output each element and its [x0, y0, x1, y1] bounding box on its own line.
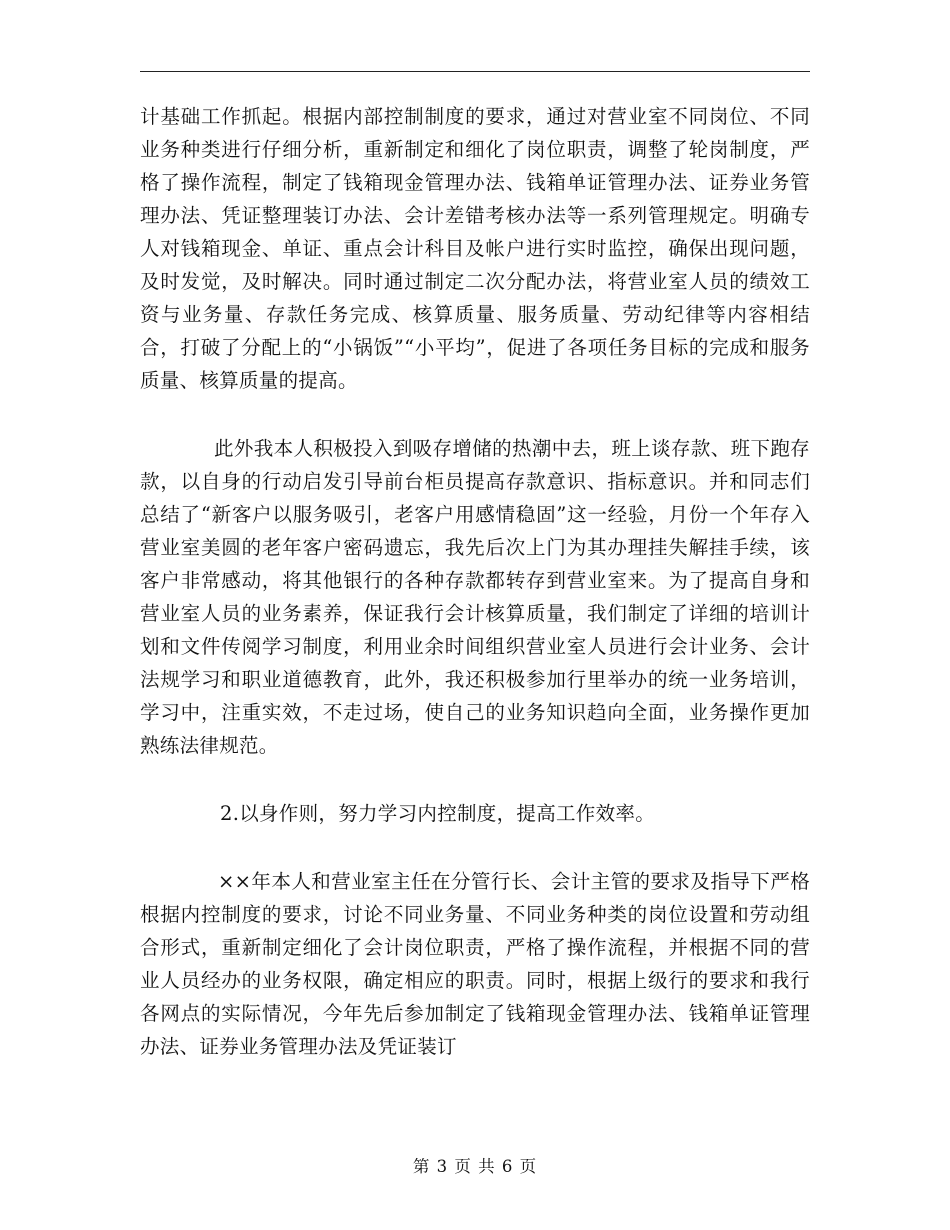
page-number-footer: 第 3 页 共 6 页: [412, 1157, 538, 1176]
document-body: [140, 100, 810, 1063]
header-rule: [140, 71, 810, 72]
paragraph-3: ××年本人和营业室主任在分管行长、会计主管的要求及指导下严格根据内控制度的要求，讨论不同业务量、不同业务种类的岗位设置和劳动组合形式，重新制定细化了会计岗位职责，严格了操作流程，并根据不同的营业人员经办的业务权限，确定相应的职责。同时，根据上级行的要求和我行各网点的实际情况，今年先后参加制定了钱箱现金管理办法、钱箱单证管理办法、证券业务管理办法及凭证装订: [140, 870, 810, 1058]
paragraph-2: 此外我本人积极投入到吸存增储的热潮中去，班上谈存款、班下跑存款，以自身的行动启发引导前台柜员提高存款意识、指标意识。并和同志们总结了“新客户以服务吸引，老客户用感情稳固”这一经验，月份一个年存入营业室美圆的老年客户密码遗忘，我先后次上门为其办理挂失解挂手续，该客户非常感动，将其他银行的各种存款都转存到营业室来。为了提高自身和营业室人员的业务素养，保证我行会计核算质量，我们制定了详细的培训计划和文件传阅学习制度，利用业余时间组织营业室人员进行会计业务、会计法规学习和职业道德教育，此外，我还积极参加行里举办的统一业务培训，学习中，注重实效，不走过场，使自己的业务知识趋向全面，业务操作更加熟练法律规范。: [140, 437, 810, 757]
section-heading: 2.以身作则，努力学习内控制度，提高工作效率。: [220, 802, 656, 825]
paragraph-1: 计基础工作抓起。根据内部控制制度的要求，通过对营业室不同岗位、不同业务种类进行仔细分析，重新制定和细化了岗位职责，调整了轮岗制度，严格了操作流程，制定了钱箱现金管理办法、钱箱单证管理办法、证券业务管理办法、凭证整理装订办法、会计差错考核办法等一系列管理规定。明确专人对钱箱现金、单证、重点会计科目及帐户进行实时监控，确保出现问题，及时发觉，及时解决。同时通过制定二次分配办法，将营业室人员的绩效工资与业务量、存款任务完成、核算质量、服务质量、劳动纪律等内容相结合，打破了分配上的“小锅饭”“小平均”，促进了各项任务目标的完成和服务质量、核算质量的提高。: [140, 105, 810, 392]
